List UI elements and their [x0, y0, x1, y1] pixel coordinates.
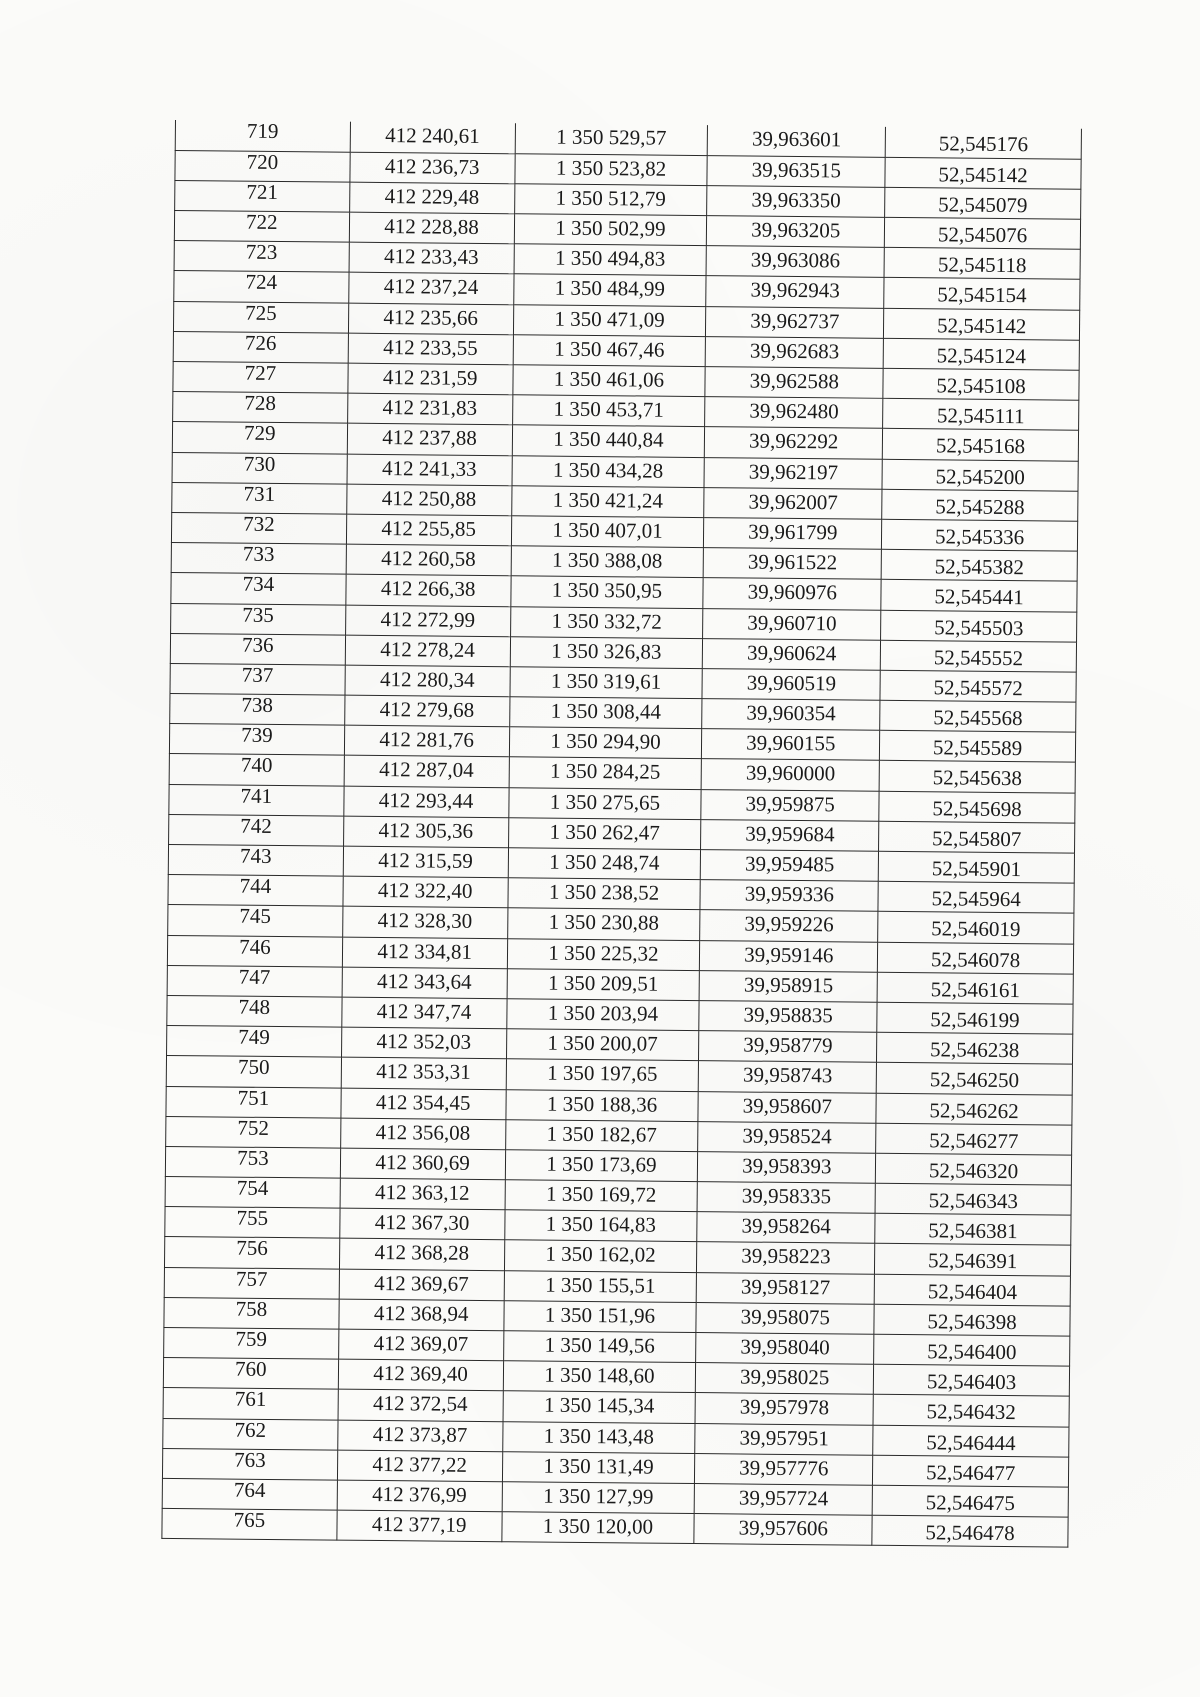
point-number-cell: 763 — [162, 1448, 337, 1480]
y-coordinate-cell: 1 350 332,72 — [510, 606, 703, 638]
point-number-cell: 731 — [172, 482, 347, 514]
x-coordinate-cell: 412 354,45 — [341, 1088, 506, 1120]
longitude-cell: 52,545142 — [885, 157, 1081, 189]
y-coordinate-cell: 1 350 388,08 — [511, 546, 704, 578]
y-coordinate-cell: 1 350 230,88 — [507, 908, 700, 940]
x-coordinate-cell: 412 250,88 — [346, 484, 511, 516]
point-number-cell: 761 — [163, 1388, 338, 1420]
y-coordinate-cell: 1 350 197,65 — [506, 1059, 699, 1091]
x-coordinate-cell: 412 353,31 — [341, 1057, 506, 1089]
latitude-cell: 39,958264 — [697, 1212, 875, 1244]
y-coordinate-cell: 1 350 440,84 — [512, 425, 705, 457]
x-coordinate-cell: 412 369,67 — [339, 1269, 504, 1301]
latitude-cell: 39,963086 — [706, 246, 884, 278]
latitude-cell: 39,960000 — [701, 759, 879, 791]
longitude-cell: 52,545200 — [882, 459, 1078, 491]
longitude-cell: 52,546320 — [876, 1153, 1072, 1185]
point-number-cell: 751 — [166, 1086, 341, 1118]
x-coordinate-cell: 412 328,30 — [342, 907, 507, 939]
longitude-cell: 52,545638 — [879, 761, 1075, 793]
y-coordinate-cell: 1 350 529,57 — [515, 123, 708, 155]
point-number-cell: 757 — [164, 1267, 339, 1299]
point-number-cell: 760 — [163, 1358, 338, 1390]
longitude-cell: 52,546381 — [875, 1214, 1071, 1246]
point-number-cell: 727 — [173, 361, 348, 393]
point-number-cell: 750 — [166, 1056, 341, 1088]
latitude-cell: 39,959146 — [700, 940, 878, 972]
x-coordinate-cell: 412 231,83 — [347, 393, 512, 425]
point-number-cell: 734 — [171, 573, 346, 605]
latitude-cell: 39,963515 — [707, 155, 885, 187]
point-number-cell: 719 — [175, 120, 350, 152]
point-number-cell: 730 — [172, 452, 347, 484]
longitude-cell: 52,545807 — [879, 821, 1075, 853]
point-number-cell: 753 — [165, 1146, 340, 1178]
latitude-cell: 39,958127 — [697, 1272, 875, 1304]
longitude-cell: 52,545108 — [883, 368, 1079, 400]
y-coordinate-cell: 1 350 262,47 — [508, 818, 701, 850]
longitude-cell: 52,545118 — [884, 248, 1080, 280]
latitude-cell: 39,962737 — [706, 306, 884, 338]
y-coordinate-cell: 1 350 484,99 — [513, 274, 706, 306]
point-number-cell: 745 — [168, 905, 343, 937]
point-number-cell: 762 — [163, 1418, 338, 1450]
longitude-cell: 52,545552 — [880, 640, 1076, 672]
latitude-cell: 39,958779 — [699, 1031, 877, 1063]
x-coordinate-cell: 412 360,69 — [340, 1148, 505, 1180]
latitude-cell: 39,958040 — [696, 1333, 874, 1365]
x-coordinate-cell: 412 367,30 — [339, 1208, 504, 1240]
point-number-cell: 755 — [165, 1207, 340, 1239]
longitude-cell: 52,546403 — [873, 1364, 1069, 1396]
longitude-cell: 52,545503 — [881, 610, 1077, 642]
y-coordinate-cell: 1 350 162,02 — [504, 1240, 697, 1272]
latitude-cell: 39,958743 — [699, 1061, 877, 1093]
x-coordinate-cell: 412 272,99 — [345, 605, 510, 637]
x-coordinate-cell: 412 255,85 — [346, 514, 511, 546]
point-number-cell: 748 — [167, 995, 342, 1027]
latitude-cell: 39,963205 — [707, 216, 885, 248]
x-coordinate-cell: 412 228,88 — [349, 212, 514, 244]
latitude-cell: 39,962480 — [705, 397, 883, 429]
longitude-cell: 52,545336 — [882, 519, 1078, 551]
x-coordinate-cell: 412 278,24 — [345, 635, 510, 667]
longitude-cell: 52,545964 — [878, 881, 1074, 913]
point-number-cell: 754 — [165, 1177, 340, 1209]
latitude-cell: 39,957724 — [695, 1483, 873, 1515]
x-coordinate-cell: 412 233,43 — [349, 242, 514, 274]
y-coordinate-cell: 1 350 407,01 — [511, 516, 704, 548]
longitude-cell: 52,546398 — [874, 1304, 1070, 1336]
point-number-cell: 738 — [170, 694, 345, 726]
y-coordinate-cell: 1 350 248,74 — [508, 848, 701, 880]
y-coordinate-cell: 1 350 284,25 — [509, 757, 702, 789]
latitude-cell: 39,957951 — [695, 1423, 873, 1455]
point-number-cell: 744 — [168, 875, 343, 907]
latitude-cell: 39,960155 — [702, 729, 880, 761]
latitude-cell: 39,960624 — [703, 638, 881, 670]
y-coordinate-cell: 1 350 238,52 — [507, 878, 700, 910]
point-number-cell: 739 — [169, 724, 344, 756]
x-coordinate-cell: 412 260,58 — [346, 544, 511, 576]
latitude-cell: 39,961799 — [704, 518, 882, 550]
longitude-cell: 52,545154 — [884, 278, 1080, 310]
x-coordinate-cell: 412 376,99 — [337, 1480, 502, 1512]
y-coordinate-cell: 1 350 120,00 — [501, 1512, 694, 1544]
point-number-cell: 747 — [167, 965, 342, 997]
latitude-cell: 39,959875 — [701, 789, 879, 821]
latitude-cell: 39,962292 — [705, 427, 883, 459]
x-coordinate-cell: 412 305,36 — [343, 816, 508, 848]
y-coordinate-cell: 1 350 182,67 — [505, 1119, 698, 1151]
latitude-cell: 39,959684 — [701, 819, 879, 851]
x-coordinate-cell: 412 235,66 — [348, 303, 513, 335]
y-coordinate-cell: 1 350 151,96 — [503, 1301, 696, 1333]
latitude-cell: 39,958524 — [698, 1121, 876, 1153]
y-coordinate-cell: 1 350 467,46 — [513, 335, 706, 367]
x-coordinate-cell: 412 356,08 — [340, 1118, 505, 1150]
point-number-cell: 722 — [174, 211, 349, 243]
latitude-cell: 39,958223 — [697, 1242, 875, 1274]
y-coordinate-cell: 1 350 275,65 — [508, 787, 701, 819]
point-number-cell: 724 — [174, 271, 349, 303]
longitude-cell: 52,546250 — [876, 1063, 1072, 1095]
x-coordinate-cell: 412 241,33 — [347, 454, 512, 486]
longitude-cell: 52,545168 — [882, 429, 1078, 461]
latitude-cell: 39,960710 — [703, 608, 881, 640]
longitude-cell: 52,545111 — [883, 398, 1079, 430]
longitude-cell: 52,545176 — [885, 127, 1081, 159]
latitude-cell: 39,957776 — [695, 1453, 873, 1485]
x-coordinate-cell: 412 293,44 — [344, 786, 509, 818]
longitude-cell: 52,546400 — [874, 1334, 1070, 1366]
x-coordinate-cell: 412 334,81 — [342, 937, 507, 969]
y-coordinate-cell: 1 350 145,34 — [503, 1391, 696, 1423]
y-coordinate-cell: 1 350 148,60 — [503, 1361, 696, 1393]
coordinates-table — [161, 120, 1082, 1548]
longitude-cell: 52,546161 — [877, 972, 1073, 1004]
latitude-cell: 39,958607 — [698, 1091, 876, 1123]
longitude-cell: 52,546475 — [872, 1485, 1068, 1517]
point-number-cell: 736 — [170, 633, 345, 665]
x-coordinate-cell: 412 369,07 — [338, 1329, 503, 1361]
longitude-cell: 52,545901 — [878, 851, 1074, 883]
longitude-cell: 52,545142 — [884, 308, 1080, 340]
y-coordinate-cell: 1 350 188,36 — [505, 1089, 698, 1121]
y-coordinate-cell: 1 350 173,69 — [505, 1150, 698, 1182]
y-coordinate-cell: 1 350 203,94 — [506, 999, 699, 1031]
x-coordinate-cell: 412 315,59 — [343, 846, 508, 878]
point-number-cell: 723 — [174, 241, 349, 273]
x-coordinate-cell: 412 352,03 — [341, 1027, 506, 1059]
coordinates-table-body — [162, 120, 1082, 1547]
point-number-cell: 756 — [164, 1237, 339, 1269]
point-number-cell: 720 — [175, 150, 350, 182]
longitude-cell: 52,546078 — [878, 942, 1074, 974]
latitude-cell: 39,957606 — [694, 1514, 872, 1546]
point-number-cell: 746 — [167, 935, 342, 967]
x-coordinate-cell: 412 377,19 — [337, 1510, 502, 1542]
point-number-cell: 725 — [173, 301, 348, 333]
y-coordinate-cell: 1 350 319,61 — [510, 667, 703, 699]
point-number-cell: 765 — [162, 1509, 337, 1541]
x-coordinate-cell: 412 233,55 — [348, 333, 513, 365]
point-number-cell: 764 — [162, 1478, 337, 1510]
point-number-cell: 749 — [167, 1026, 342, 1058]
x-coordinate-cell: 412 322,40 — [343, 876, 508, 908]
x-coordinate-cell: 412 281,76 — [344, 725, 509, 757]
y-coordinate-cell: 1 350 155,51 — [504, 1270, 697, 1302]
latitude-cell: 39,962197 — [704, 457, 882, 489]
y-coordinate-cell: 1 350 143,48 — [502, 1421, 695, 1453]
y-coordinate-cell: 1 350 294,90 — [509, 727, 702, 759]
x-coordinate-cell: 412 373,87 — [337, 1420, 502, 1452]
y-coordinate-cell: 1 350 209,51 — [507, 968, 700, 1000]
latitude-cell: 39,959336 — [700, 880, 878, 912]
longitude-cell: 52,545698 — [879, 791, 1075, 823]
latitude-cell: 39,962007 — [704, 487, 882, 519]
latitude-cell: 39,960354 — [702, 699, 880, 731]
latitude-cell: 39,959226 — [700, 910, 878, 942]
longitude-cell: 52,546343 — [875, 1183, 1071, 1215]
longitude-cell: 52,545589 — [880, 731, 1076, 763]
longitude-cell: 52,546199 — [877, 1002, 1073, 1034]
latitude-cell: 39,960519 — [702, 668, 880, 700]
y-coordinate-cell: 1 350 502,99 — [514, 214, 707, 246]
latitude-cell: 39,963601 — [708, 125, 886, 157]
point-number-cell: 742 — [169, 814, 344, 846]
latitude-cell: 39,958335 — [697, 1182, 875, 1214]
longitude-cell: 52,545568 — [880, 700, 1076, 732]
latitude-cell: 39,961522 — [704, 548, 882, 580]
y-coordinate-cell: 1 350 164,83 — [504, 1210, 697, 1242]
point-number-cell: 752 — [166, 1116, 341, 1148]
latitude-cell: 39,957978 — [695, 1393, 873, 1425]
longitude-cell: 52,546238 — [877, 1032, 1073, 1064]
point-number-cell: 728 — [173, 392, 348, 424]
point-number-cell: 740 — [169, 754, 344, 786]
point-number-cell: 759 — [164, 1327, 339, 1359]
x-coordinate-cell: 412 377,22 — [337, 1450, 502, 1482]
longitude-cell: 52,546019 — [878, 912, 1074, 944]
longitude-cell: 52,546277 — [876, 1123, 1072, 1155]
x-coordinate-cell: 412 240,61 — [350, 122, 515, 154]
x-coordinate-cell: 412 347,74 — [342, 997, 507, 1029]
y-coordinate-cell: 1 350 421,24 — [511, 485, 704, 517]
x-coordinate-cell: 412 229,48 — [349, 182, 514, 214]
y-coordinate-cell: 1 350 434,28 — [512, 455, 705, 487]
point-number-cell: 726 — [173, 331, 348, 363]
latitude-cell: 39,958025 — [696, 1363, 874, 1395]
point-number-cell: 732 — [171, 512, 346, 544]
x-coordinate-cell: 412 266,38 — [346, 574, 511, 606]
y-coordinate-cell: 1 350 127,99 — [502, 1482, 695, 1514]
x-coordinate-cell: 412 343,64 — [342, 967, 507, 999]
longitude-cell: 52,545382 — [881, 549, 1077, 581]
longitude-cell: 52,545572 — [880, 670, 1076, 702]
longitude-cell: 52,546404 — [874, 1274, 1070, 1306]
y-coordinate-cell: 1 350 523,82 — [514, 153, 707, 185]
x-coordinate-cell: 412 372,54 — [338, 1389, 503, 1421]
y-coordinate-cell: 1 350 350,95 — [510, 576, 703, 608]
latitude-cell: 39,962588 — [705, 367, 883, 399]
x-coordinate-cell: 412 279,68 — [344, 695, 509, 727]
x-coordinate-cell: 412 280,34 — [345, 665, 510, 697]
longitude-cell: 52,546444 — [873, 1425, 1069, 1457]
longitude-cell: 52,545124 — [883, 338, 1079, 370]
longitude-cell: 52,546262 — [876, 1093, 1072, 1125]
y-coordinate-cell: 1 350 461,06 — [512, 365, 705, 397]
point-number-cell: 737 — [170, 663, 345, 695]
latitude-cell: 39,958915 — [699, 970, 877, 1002]
latitude-cell: 39,962683 — [706, 336, 884, 368]
latitude-cell: 39,958393 — [698, 1151, 876, 1183]
y-coordinate-cell: 1 350 169,72 — [505, 1180, 698, 1212]
y-coordinate-cell: 1 350 326,83 — [510, 636, 703, 668]
y-coordinate-cell: 1 350 494,83 — [514, 244, 707, 276]
longitude-cell: 52,546391 — [875, 1244, 1071, 1276]
y-coordinate-cell: 1 350 512,79 — [514, 184, 707, 216]
point-number-cell: 735 — [171, 603, 346, 635]
y-coordinate-cell: 1 350 471,09 — [513, 304, 706, 336]
x-coordinate-cell: 412 237,24 — [348, 273, 513, 305]
longitude-cell: 52,546478 — [872, 1515, 1068, 1547]
longitude-cell: 52,546432 — [873, 1395, 1069, 1427]
longitude-cell: 52,545079 — [885, 187, 1081, 219]
point-number-cell: 741 — [169, 784, 344, 816]
latitude-cell: 39,962943 — [706, 276, 884, 308]
latitude-cell: 39,958075 — [696, 1302, 874, 1334]
y-coordinate-cell: 1 350 225,32 — [507, 938, 700, 970]
x-coordinate-cell: 412 236,73 — [350, 152, 515, 184]
y-coordinate-cell: 1 350 453,71 — [512, 395, 705, 427]
point-number-cell: 729 — [172, 422, 347, 454]
x-coordinate-cell: 412 231,59 — [348, 363, 513, 395]
point-number-cell: 743 — [168, 844, 343, 876]
y-coordinate-cell: 1 350 308,44 — [509, 697, 702, 729]
point-number-cell: 721 — [175, 180, 350, 212]
x-coordinate-cell: 412 368,94 — [339, 1299, 504, 1331]
point-number-cell: 758 — [164, 1297, 339, 1329]
x-coordinate-cell: 412 369,40 — [338, 1359, 503, 1391]
point-number-cell: 733 — [171, 543, 346, 575]
longitude-cell: 52,546477 — [873, 1455, 1069, 1487]
longitude-cell: 52,545441 — [881, 580, 1077, 612]
latitude-cell: 39,958835 — [699, 1001, 877, 1033]
x-coordinate-cell: 412 287,04 — [344, 756, 509, 788]
longitude-cell: 52,545288 — [882, 489, 1078, 521]
latitude-cell: 39,960976 — [703, 578, 881, 610]
latitude-cell: 39,963350 — [707, 185, 885, 217]
longitude-cell: 52,545076 — [884, 217, 1080, 249]
y-coordinate-cell: 1 350 131,49 — [502, 1451, 695, 1483]
x-coordinate-cell: 412 368,28 — [339, 1239, 504, 1271]
y-coordinate-cell: 1 350 149,56 — [503, 1331, 696, 1363]
latitude-cell: 39,959485 — [701, 850, 879, 882]
x-coordinate-cell: 412 237,88 — [347, 424, 512, 456]
x-coordinate-cell: 412 363,12 — [340, 1178, 505, 1210]
y-coordinate-cell: 1 350 200,07 — [506, 1029, 699, 1061]
